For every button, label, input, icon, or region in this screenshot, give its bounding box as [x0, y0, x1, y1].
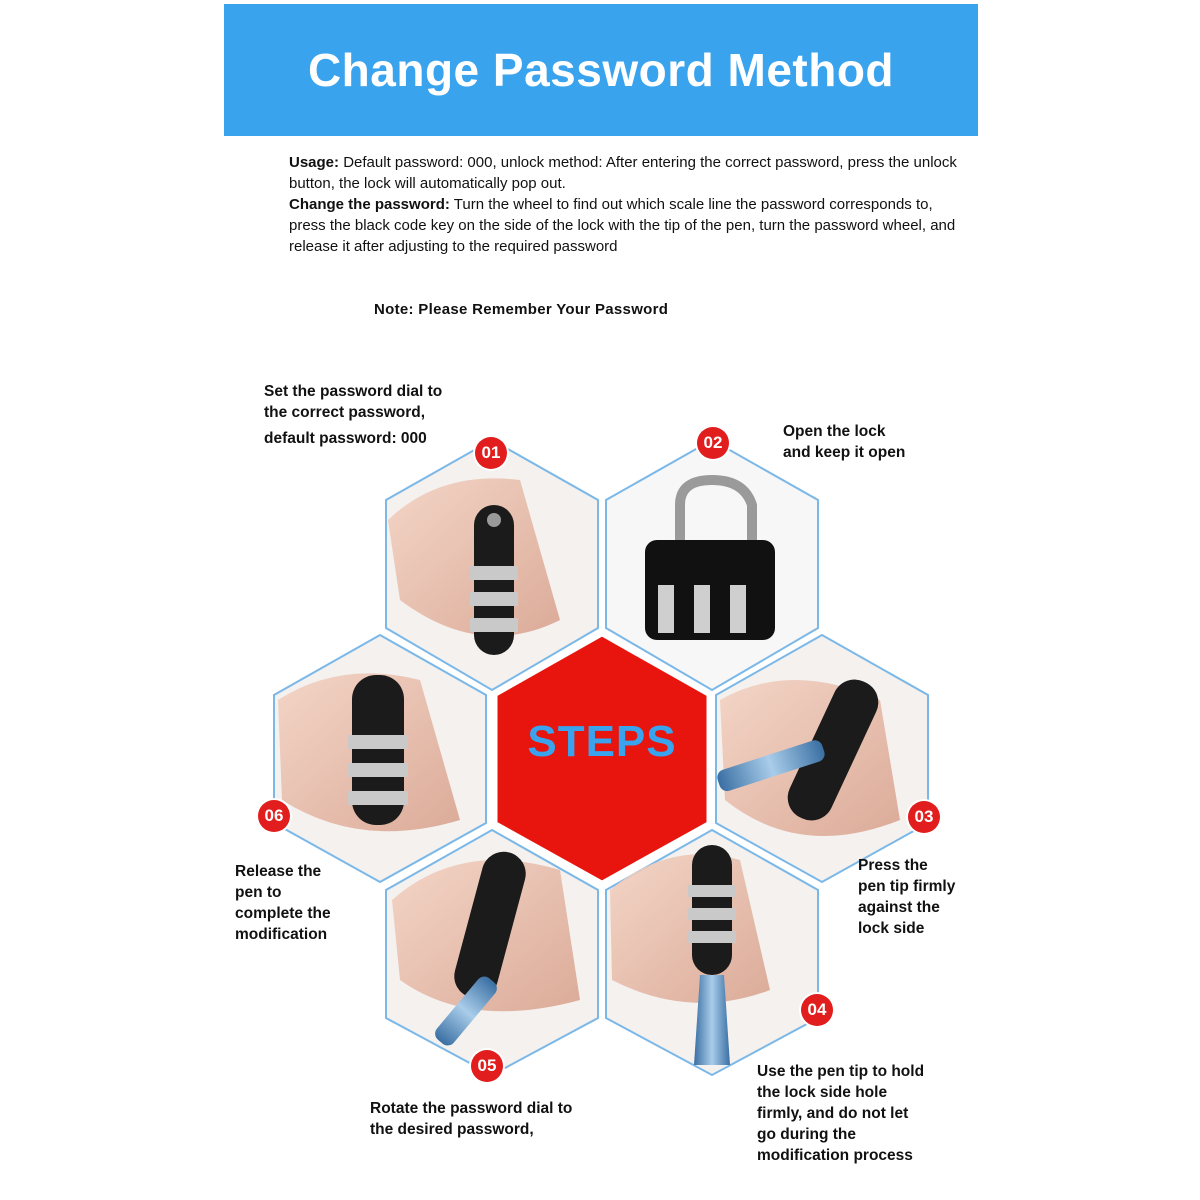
step-06-line: Release the	[235, 863, 322, 880]
step-04-badge: 04	[801, 994, 833, 1026]
step-03-line: against the	[858, 899, 940, 916]
step-04-line: go during the	[757, 1126, 857, 1143]
step-01-line: default password: 000	[264, 430, 427, 447]
step-03-line: pen tip firmly	[858, 878, 956, 895]
step-03-hexagon	[715, 635, 928, 882]
step-02-line: Open the lock	[783, 423, 886, 440]
cylinder-lock-icon	[348, 675, 408, 825]
step-06-label	[235, 861, 331, 945]
step-01-line: the correct password,	[264, 404, 426, 421]
step-03-line: Press the	[858, 857, 928, 874]
step-02-line: and keep it open	[783, 444, 906, 461]
step-01-hexagon	[386, 440, 598, 690]
page-title: Change Password Method	[307, 44, 895, 96]
step-02-badge: 02	[697, 427, 729, 459]
step-06-badge: 06	[258, 800, 290, 832]
step-04-label	[757, 1061, 924, 1166]
step-06-line: complete the	[235, 905, 331, 922]
step-05-badge: 05	[471, 1050, 503, 1082]
note-text: Note: Please Remember Your Password	[374, 301, 669, 318]
step-02-label	[783, 421, 905, 463]
step-01-label	[264, 381, 442, 449]
usage-label: Usage:	[289, 154, 340, 171]
step-04-line: Use the pen tip to hold	[757, 1063, 925, 1080]
step-06-line: pen to	[235, 884, 282, 901]
step-05-hexagon	[386, 830, 598, 1075]
step-02-hexagon	[606, 440, 818, 690]
cylinder-lock-icon	[470, 505, 518, 655]
step-03-line: lock side	[858, 920, 925, 937]
change-text: Turn the wheel to find out which scale line the password corresponds to, press the black code key on the side of the lock with the tip of the pen, turn the password wheel, and release it after adjusting to the required password	[289, 196, 956, 255]
step-06-line: modification	[235, 926, 328, 943]
step-01-line: Set the password dial to	[264, 383, 443, 400]
step-05-line: the desired password,	[370, 1121, 534, 1138]
step-04-line: firmly, and do not let	[757, 1105, 909, 1122]
step-05-label	[370, 1098, 572, 1140]
step-04-line: the lock side hole	[757, 1084, 888, 1101]
steps-center-label: STEPS	[527, 717, 677, 766]
change-label: Change the password:	[289, 196, 450, 213]
step-04-line: modification process	[757, 1147, 913, 1164]
step-05-line: Rotate the password dial to	[370, 1100, 573, 1117]
step-01-badge: 01	[475, 437, 507, 469]
usage-text: Default password: 000, unlock method: After entering the correct password, press the unlock button, the lock will automatically pop out.	[289, 154, 957, 192]
step-06-hexagon	[274, 635, 486, 882]
step-03-label	[858, 855, 955, 939]
step-04-hexagon	[606, 830, 818, 1075]
step-03-badge: 03	[908, 801, 940, 833]
